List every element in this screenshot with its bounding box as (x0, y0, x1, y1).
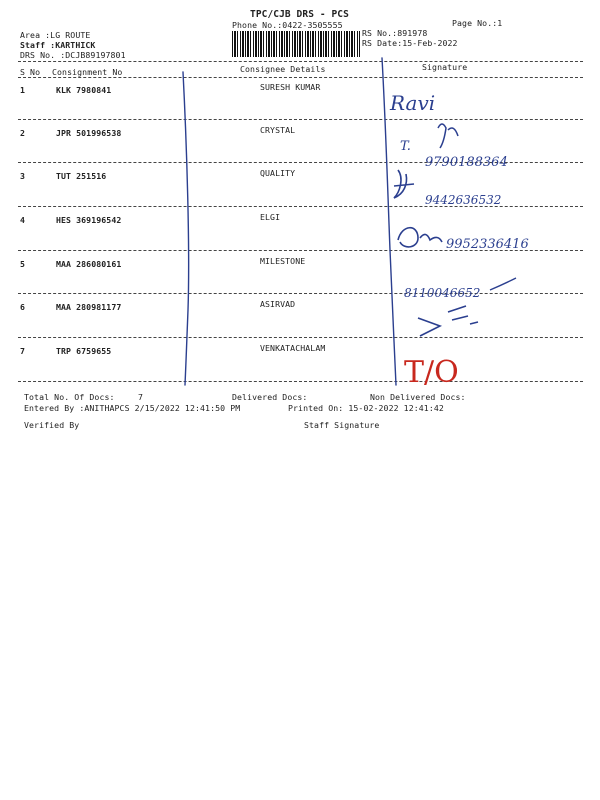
staff-signature-label: Staff Signature (304, 420, 380, 430)
divider (18, 61, 583, 62)
phone-row-3: 9442636532 (425, 193, 502, 207)
divider (18, 206, 583, 207)
row-consignment: TUT 251516 (56, 171, 107, 181)
signature-row-7: T/O (404, 355, 459, 390)
divider (18, 337, 583, 338)
row-sno: 2 (20, 128, 26, 138)
divider (18, 119, 583, 120)
signature-mark (438, 124, 458, 148)
row-consignee: CRYSTAL (260, 125, 296, 135)
pen-column-line (382, 58, 396, 385)
area-label: Area :LG ROUTE (20, 30, 91, 40)
divider (18, 162, 583, 163)
row-consignment: MAA 286080161 (56, 259, 122, 269)
signature-mark (394, 170, 414, 198)
divider (18, 381, 583, 382)
col-consignment: Consignment No (52, 67, 123, 77)
row-sno: 4 (20, 215, 26, 225)
signature-row-1: Ravi (390, 91, 436, 115)
delivered-docs-label: Delivered Docs: (232, 392, 308, 402)
row-consignment: TRP 6759655 (56, 346, 112, 356)
row-consignment: HES 369196542 (56, 215, 122, 225)
row-consignee: MILESTONE (260, 256, 306, 266)
row-consignment: JPR 501996538 (56, 128, 122, 138)
document-title: TPC/CJB DRS - PCS (250, 9, 349, 20)
phone-row-4: 9952336416 (446, 237, 529, 252)
row-sno: 1 (20, 85, 26, 95)
signature-mark (398, 228, 442, 247)
printed-on: Printed On: 15-02-2022 12:41:42 (288, 403, 444, 413)
handwritten-note: T. (400, 139, 411, 154)
row-consignee: ELGI (260, 212, 281, 222)
col-sno: S No (20, 67, 41, 77)
rs-number: RS No.:891978 (362, 28, 428, 38)
staff-label: Staff :KARTHICK (20, 40, 96, 50)
row-sno: 3 (20, 171, 26, 181)
row-consignee: VENKATACHALAM (260, 343, 326, 353)
phone-row-5: 8110046652 (404, 286, 481, 300)
divider (18, 293, 583, 294)
signature-mark (490, 278, 516, 290)
verified-by-label: Verified By (24, 420, 80, 430)
signature-row-6 (418, 306, 478, 336)
phone-number: Phone No.:0422-3505555 (232, 20, 343, 30)
total-docs-value: 7 (138, 392, 144, 402)
drs-number: DRS No. :DCJB89197801 (20, 50, 126, 60)
divider (18, 250, 583, 251)
rs-date: RS Date:15-Feb-2022 (362, 38, 458, 48)
row-consignment: KLK 7980841 (56, 85, 112, 95)
entered-by: Entered By :ANITHAPCS 2/15/2022 12:41:50 PM (24, 403, 241, 413)
barcode (232, 31, 360, 57)
row-sno: 5 (20, 259, 26, 269)
row-consignee: QUALITY (260, 168, 296, 178)
col-consignee: Consignee Details (240, 64, 326, 74)
page-number: Page No.:1 (452, 18, 503, 28)
row-sno: 6 (20, 302, 26, 312)
row-consignee: ASIRVAD (260, 299, 296, 309)
divider (18, 77, 583, 78)
row-sno: 7 (20, 346, 26, 356)
total-docs-label: Total No. Of Docs: (24, 392, 115, 402)
row-consignment: MAA 280981177 (56, 302, 122, 312)
phone-row-2: 9790188364 (425, 155, 508, 170)
row-consignee: SURESH KUMAR (260, 82, 321, 92)
non-delivered-docs-label: Non Delivered Docs: (370, 392, 466, 402)
col-signature: Signature (422, 62, 468, 72)
